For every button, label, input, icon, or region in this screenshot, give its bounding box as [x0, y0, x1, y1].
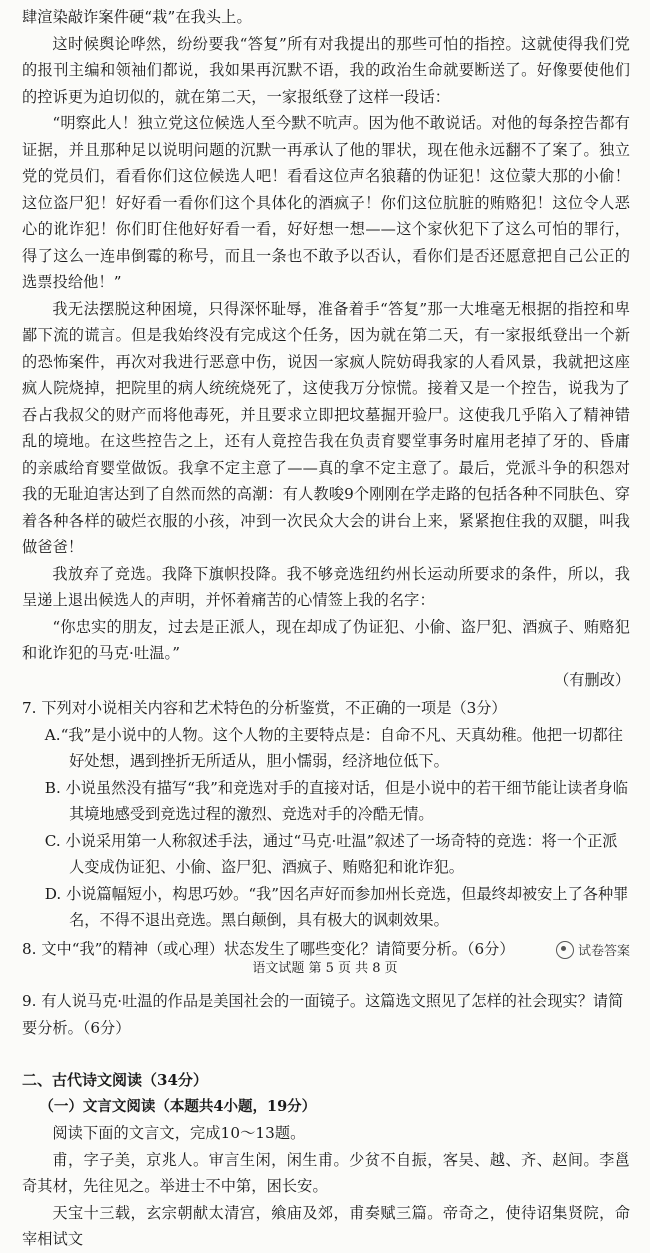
- question-7-option-c: C. 小说采用第一人称叙述手法，通过“马克·吐温”叙述了一场奇特的竞选：将一个正派人变成伪证犯、小偷、盗尸犯、酒疯子、贿赂犯和讹诈犯。: [44, 831, 618, 876]
- passage-para-5: “你忠实的朋友，过去是正派人，现在却成了伪证犯、小偷、盗尸犯、酒疯子、贿赂犯和讹诈犯的马克·吐温。”: [22, 617, 630, 662]
- question-7-option-b: B. 小说虽然没有描写“我”和竞选对手的直接对话，但是小说中的若干细节能让读者身临其境地感受到竞选过程的激烈、竞选对手的冷酷无情。: [44, 778, 628, 823]
- watermark-text: 试卷答案: [577, 944, 630, 959]
- question-7-option-a: A.“我”是小说中的人物。这个人物的主要特点是：自命不凡、天真幼稚。他把一切都往好处想，遇到挫折无所适从，胆小懦弱，经济地位低下。: [44, 725, 623, 770]
- passage-para-0: 肆渲染敲诈案件硬“栽”在我头上。: [22, 8, 252, 26]
- question-8: 8. 文中“我”的精神（或心理）状态发生了哪些变化？请简要分析。（6分）: [22, 939, 515, 958]
- classical-text-para-2: 天宝十三载，玄宗朝献太清宫，飨庙及郊，甫奏赋三篇。帝奇之，使待诏集贤院，命宰相试文: [22, 1203, 630, 1248]
- question-7-stem: 7. 下列对小说相关内容和艺术特色的分析鉴赏，不正确的一项是（3分）: [22, 699, 507, 717]
- passage-para-2: “明察此人！独立党这位候选人至今默不吭声。因为他不敢说话。对他的每条控告都有证据，并且那种足以说明问题的沉默一再承认了他的罪状，现在他永远翻不了案了。独立党的党员们，看看你们这位候选人吧！看看这位声名狼藉的伪证犯！这位蒙大那的小偷！这位盗尸犯！好好看一看你们这个具体化的酒疯子！你们这位肮脏的贿赂犯！这位令人恶心的讹诈犯！你们盯住他好好看一看，好好想一想——这个家伙犯下了这么可怕的罪行，得了这么一连串倒霉的称号，而且一条也不敢予以否认，看你们是否还愿意把自己公正的选票投给他！”: [22, 114, 630, 291]
- watermark: [556, 940, 630, 959]
- page-footer: 语文试题 第 5 页 共 8 页: [252, 961, 398, 976]
- question-9: 9. 有人说马克·吐温的作品是美国社会的一面镜子。这篇选文照见了怎样的社会现实？请简要分析。（6分）: [22, 992, 624, 1037]
- section-2-title: 二、古代诗文阅读（34分）: [22, 1071, 208, 1089]
- passage-para-4: 我放弃了竞选。我降下旗帜投降。我不够竞选纽约州长运动所要求的条件，所以，我呈递上退出候选人的声明，并怀着痛苦的心情签上我的名字：: [22, 564, 630, 609]
- wechat-logo-icon: [556, 941, 574, 959]
- question-7-option-d: D. 小说篇幅短小，构思巧妙。“我”因名声好而参加州长竞选，但最终却被安上了各种罪名，不得不退出竞选。黑白颠倒，具有极大的讽刺效果。: [44, 884, 629, 929]
- source-note: （有删改）: [554, 670, 630, 689]
- section-2-subtitle: （一）文言文阅读（本题共4小题，19分）: [39, 1097, 317, 1115]
- passage-para-1: 这时候舆论哗然，纷纷要我“答复”所有对我提出的那些可怕的指控。这就使得我们党的报刊主编和领袖们都说，我如果再沉默不语，我的政治生命就要断送了。好像要使他们的控诉更为迫切似的，就在第二天，一家报纸登了这样一段话：: [22, 34, 630, 106]
- classical-text-para-1: 甫，字子美，京兆人。审言生闲，闲生甫。少贫不自振，客吴、越、齐、赵间。李邕奇其材，先往见之。举进士不中第，困长安。: [22, 1150, 630, 1195]
- page-body: [22, 4, 630, 1253]
- section-2-instruction: 阅读下面的文言文，完成10～13题。: [52, 1124, 306, 1142]
- passage-para-3: 我无法摆脱这种困境，只得深怀耻辱，准备着手“答复”那一大堆毫无根据的指控和卑鄙下流的谎言。但是我始终没有完成这个任务，因为就在第二天，有一家报纸登出一个新的恐怖案件，再次对我进行恶意中伤，说因一家疯人院妨碍我家的人看风景，我就把这座疯人院烧掉，把院里的病人统统烧死了，这使我万分惊慌。接着又是一个控告，说我为了吞占我叔父的财产而将他毒死，并且要求立即把坟墓掘开验尸。这使我几乎陷入了精神错乱的境地。在这些控告之上，还有人竟控告我在负责育婴堂事务时雇用老掉了牙的、昏庸的亲戚给育婴堂做饭。我拿不定主意了——真的拿不定主意了。最后，党派斗争的积怨对我的无耻迫害达到了自然而然的高潮：有人教唆9个刚刚在学走路的包括各种不同肤色、穿着各种各样的破烂衣服的小孩，冲到一次民众大会的讲台上来，紧紧抱住我的双腿，叫我做爸爸！: [22, 299, 630, 556]
